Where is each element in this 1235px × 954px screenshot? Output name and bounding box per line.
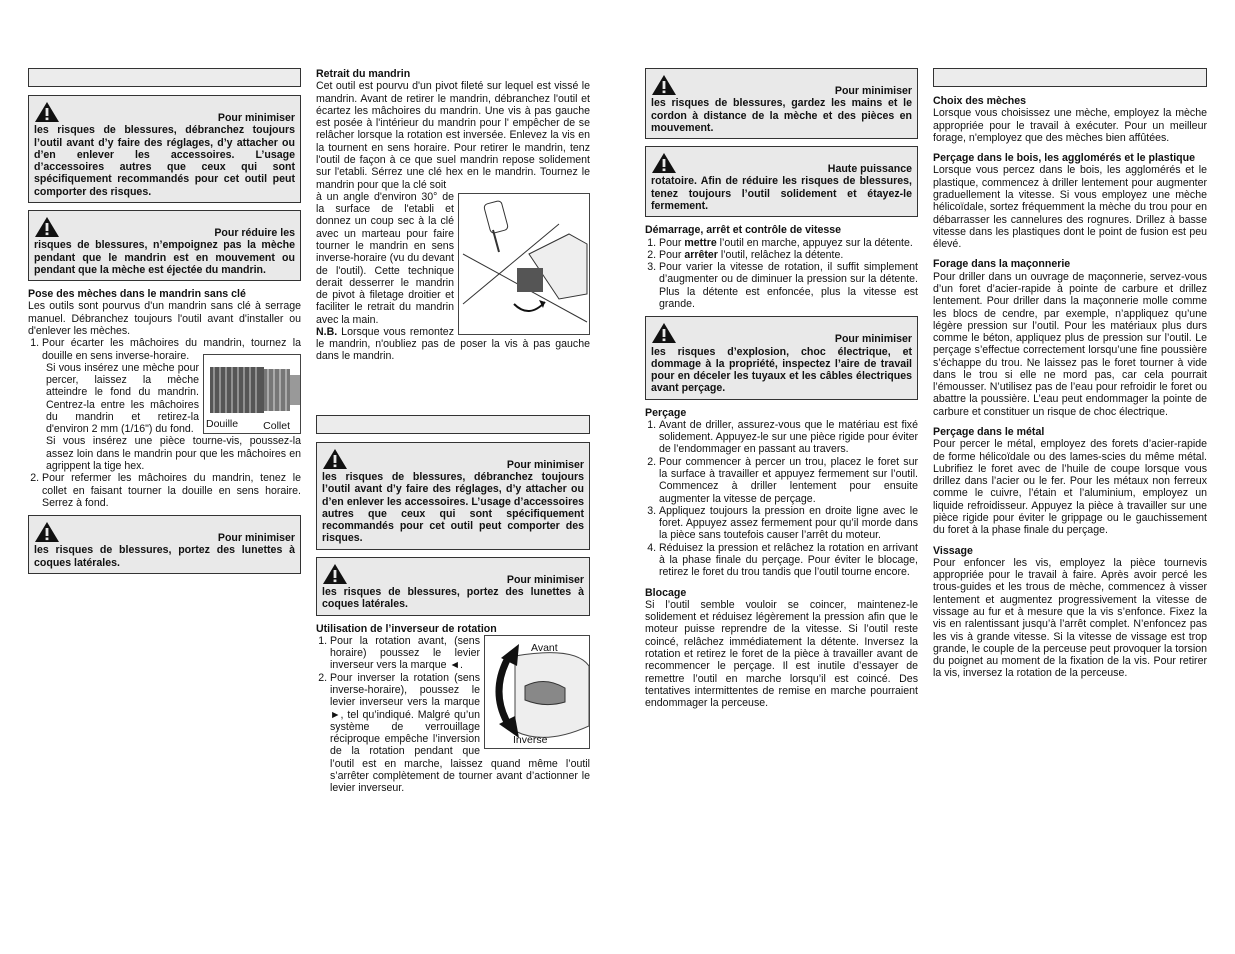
warning-triangle-icon xyxy=(322,448,348,470)
warning-body: les risques d’explosion, choc électrique, et dommage à la propriété, inspectez l’aire de travail pour en déceler les tuyaux et les câbles électriques avant perçage. xyxy=(651,345,912,395)
section-title: Démarrage, arrêt et contrôle de vitesse xyxy=(645,224,842,237)
section-title: Pose des mèches dans le mandrin sans clé xyxy=(28,288,246,301)
warning-lead: Pour minimiser xyxy=(506,458,584,471)
warning-lead: Haute puissance xyxy=(827,163,912,176)
list-item: 3. Pour varier la vitesse de rotation, il suffit simplement d’augmenter ou de diminuer la pression sur la détente. Plus la détente est enfoncée, plus la vitesse est grande. xyxy=(659,261,918,310)
paragraph: Pour percer le métal, employez des forets d’acier-rapide de forme hélicoïdale ou des lames-scies du même métal. Lubrifiez le foret avec de l’huile de coupe lorsque vous drillez dans l’acier ou le fer. Pour les métaux non ferreux comme le cuivre, l’étain et l’aluminium, employez un liquide refroidisseur. Appuyez la pièce à travailler sur une pièce rigide pour éviter le grippage ou le gauchissement du foret à la phase finale du perçage. xyxy=(933,438,1207,537)
figure-label: Douille xyxy=(206,418,239,431)
paragraph: Les outils sont pourvus d'un mandrin sans clé à serrage manuel. Débranchez toujours l'outil avant d'installer ou d'enlever les mèches. xyxy=(28,300,301,337)
warning-body: rotatoire. Afin de réduire les risques de blessures, tenez toujours l’outil solidement et étayez-le fermement. xyxy=(651,175,912,212)
warning-body: les risques de blessures, débranchez toujours l’outil avant d’y faire des réglages, d’y attacher ou d’en enlever les accessoires. L’usage d’accessoires autres que ceux qui sont spécifiquement recommandés pour cet outil peut comporter des risques. xyxy=(34,124,295,198)
warning-lead: Pour minimiser xyxy=(834,85,912,97)
list-item xyxy=(659,237,918,249)
warning-body: les risques de blessures, portez des lunettes à coques latérales. xyxy=(34,544,295,569)
warning-lead: Pour minimiser xyxy=(217,112,295,124)
warning-lead: Pour minimiser xyxy=(834,333,912,346)
warning-lead: Pour réduire les xyxy=(214,226,295,239)
warning-body: risques de blessures, n’empoignez pas la mèche pendant que le mandrin est en mouvement ou pendant que la mèche est éjectée du mandrin. xyxy=(34,239,295,276)
list-item: 1. Avant de driller, assurez-vous que le matériau est fixé solidement. Appuyez-le sur une pièce rigide pour éviter de l’endommager en passant au travers. xyxy=(659,419,918,456)
warning-box-glasses xyxy=(316,557,590,616)
column-4 xyxy=(933,68,1207,680)
warning-box-torque xyxy=(645,146,918,217)
step-text: Si vous insérez une mèche pour percer, laissez la mèche atteindre le fond du mandrin. Centrez-la entre les mâchoires du mandrin et retirez-la d'environ 2 mm (1/16") du fond. xyxy=(46,361,199,436)
list-item: 2. Pour commencer à percer un trou, placez le foret sur la surface à travailler et appuyez fermement sur l’outil. Commencez à driller lentement pour ensuite augmenter la vitesse de perçage. xyxy=(659,456,918,505)
paragraph: Lorsque vous percez dans le bois, les agglomérés et le plastique, commencez à driller lentement pour augmenter graduellement la vitesse. Si vous employez une mèche hélicoïdale, sortez fréquemment la mèche du trou pour en débarrasser les cannelures des rognures. Drillez à basse vitesse dans les plastiques dont le point de fusion est peu élevé. xyxy=(933,164,1207,251)
warning-body: les risques de blessures, débranchez toujours l’outil avant d’y faire des réglages, d’y attacher ou d’en enlever les accessoires. L’usage d’accessoires autres que ceux qui sont spécifiquement recommandés pour cet outil peut comporter des risques. xyxy=(322,471,584,545)
nb-text: Lorsque vous remontez le mandrin, n'oubliez pas de poser la vis à pas gauche dans le mandrin. xyxy=(316,325,590,363)
column-1 xyxy=(28,68,301,581)
nb-label: N.B. xyxy=(316,325,338,338)
chuck-figure xyxy=(203,354,301,434)
warning-triangle-icon xyxy=(322,563,348,585)
section-title: Retrait du mandrin xyxy=(316,68,411,80)
warning-lead: Pour minimiser xyxy=(506,573,584,586)
step-keyword: arrêter xyxy=(684,248,718,261)
warning-box-unplug xyxy=(28,95,301,203)
chuck-removal-figure xyxy=(458,193,590,335)
section-header-bar xyxy=(316,415,590,434)
step-keyword: mettre xyxy=(684,236,717,249)
section-title: Perçage xyxy=(645,406,687,419)
section-title: Vissage xyxy=(933,544,973,557)
list-item: 1. Pour la rotation avant, (sens horaire) poussez le levier inverseur vers la marque ◄. xyxy=(330,635,590,672)
section-title: Perçage dans le bois, les agglomérés et le plastique xyxy=(933,152,1196,165)
warning-triangle-icon xyxy=(34,101,60,123)
step-text: Pour écarter les mâchoires du mandrin, tournez la douille en sens inverse-horaire. xyxy=(42,337,301,362)
step-text: l’outil en marche, appuyez sur la détente. xyxy=(716,236,913,249)
reverser-figure xyxy=(484,635,590,749)
hammer-and-key-illustration xyxy=(459,194,589,334)
figure-label: Avant xyxy=(531,641,558,654)
warning-box-glasses xyxy=(28,515,301,574)
column-2 xyxy=(316,68,590,795)
warning-triangle-icon xyxy=(34,521,60,543)
step-text: Pour xyxy=(659,236,685,249)
paragraph: Lorsque vous choisissez une mèche, employez la mèche appropriée pour le travail à exécuter. Pour un meilleur forage, n'employez que des mèches bien affûtées. xyxy=(933,107,1207,144)
section-title: Blocage xyxy=(645,586,687,599)
warning-box-unplug xyxy=(316,442,590,550)
paragraph: Pour enfoncer les vis, employez la pièce tournevis appropriée pour le travail à faire. Après avoir percé les trous-guides et les trous de mèche, commencez à visser lentement et augmentez progressivement la vitesse de vissage au fur et à mesure que la vis s’enfonce. Fixez la vis en ralentissant jusqu’à l’arrêt complet. N’enfoncez pas les vis à grande vitesse. Si la vitesse de vissage est trop grande, le couple de la perceuse peut provoquer la torsion du poignet au moment de la fixation de la vis. Pour retirer la vis, inversez la rotation de la perceuse. xyxy=(933,556,1207,680)
warning-triangle-icon xyxy=(651,152,677,174)
paragraph: à un angle d'environ 30° de la surface de l'etabli et donnez un coup sec à la clé avec un marteau pour faire tourner le mandrin en sens inverse-horaire (vu du devant de l'outil). Cette technique derait desserrer le mandrin de pivot à filetage droitier et faciliter le retrait du mandrin avec la main. xyxy=(316,190,454,326)
section-header-bar xyxy=(28,68,301,87)
paragraph: Pour driller dans un ouvrage de maçonnerie, servez-vous d’un foret d’acier-rapide à pointe de carbure et drillez lentement. Pour driller dans la maçonnerie molle comme les blocs de cendre, par exemple, n’appliquez qu’une légère pression sur l’outil. Pour les matériaux plus durs comme le béton, appliquez plus de pression sur l’outil. Le perçage s’effectue correctement lorsqu’une fine poussière s’échappe du trou. Ne laissez pas le foret tourner à vide dans le trou si elle ne mord pas, car cela pourrait l’émousser. N’utilisez pas de l’eau pour refroidir le foret ou abattre la poussière. L’eau peut endommager la pointe de carbure et constituer un risque de choc électrique. xyxy=(933,270,1207,418)
step-text: Pour xyxy=(659,248,685,261)
paragraph: Cet outil est pourvu d'un pivot fileté sur lequel est vissé le mandrin. Avant de retirer le mandrin, débranchez l'outil et écartez les mâchoires du mandrin. Une vis à pas gauche est posée à l'intérieur du mandrin pour l' empêcher de se relâcher lorsque la rotation est inversée. Enlevez la vis en la tournent en sens horaire. Pour retirer le mandrin, tenz l'outil de façon à ce que suel mandrin repose solidement sur l'etabli. Sérrez une clé hex en le mandrin. Tournez le mandrin pour que la clé soit xyxy=(316,80,590,191)
section-title: Perçage dans le métal xyxy=(933,426,1045,439)
warning-triangle-icon xyxy=(651,74,677,96)
step-text: Si vous insérez une pièce tourne-vis, poussez-la assez loin dans le mandrin pour que les mâchoires en agrippent la tige hex. xyxy=(46,435,301,473)
warning-body: les risques de blessures, portez des lunettes à coques latérales. xyxy=(322,586,584,611)
paragraph: Si l’outil semble vouloir se coincer, maintenez-le solidement et réduisez légèrement la pression afin que le moteur puisse reprendre de la vitesse. Si l’outil reste coincé, relâchez immédiatement la détente. Inversez la rotation et retirez le foret de la pièce à travailler avant de recommencer le perçage. Il est inutile d’essayer de remettre l’outil en marche lorsqu’il est coincé. Des tentatives intermittentes de remise en marche pourraient endommager la perceuse. xyxy=(645,598,918,710)
warning-box-hands xyxy=(645,68,918,139)
warning-body: les risques de blessures, gardez les mains et le cordon à distance de la mèche et des pièces en mouvement. xyxy=(651,97,912,134)
list-item: 3. Appliquez toujours la pression en droite ligne avec le foret. Appuyez assez fermement pour qu’il morde dans la pièce sans toutefois causer l’arrêt du moteur. xyxy=(659,505,918,542)
warning-triangle-icon xyxy=(34,216,60,238)
section-header-bar xyxy=(933,68,1207,87)
list-item xyxy=(659,249,918,261)
section-title: Forage dans la maçonnerie xyxy=(933,258,1071,271)
step-text: l’outil, relâchez la détente. xyxy=(717,248,844,261)
section-title: Choix des mèches xyxy=(933,95,1027,107)
column-3 xyxy=(645,68,918,709)
warning-box-bit xyxy=(28,210,301,281)
warning-triangle-icon xyxy=(651,322,677,344)
section-title: Utilisation de l’inverseur de rotation xyxy=(316,622,497,635)
figure-label: Collet xyxy=(263,420,290,433)
list-item: 2. Pour refermer les mâchoires du mandrin, tenez le collet en faisant tourner la douille en sens horaire. Serrez à fond. xyxy=(42,472,301,509)
list-item xyxy=(42,337,301,472)
figure-label: Inverse xyxy=(513,733,548,746)
list-item: 4. Réduisez la pression et relâchez la rotation en arrivant à la phase finale du perçage. Pour éviter le blocage, retirez le foret du trou tandis que l’outil tourne encore. xyxy=(659,542,918,579)
list-item: 2. Pour inverser la rotation (sens inverse-horaire), poussez le levier inverseur vers la marque ►, tel qu’indiqué. Malgré qu’un système de verrouillage réciproque empêche l’inversion de la rotation pendant que l’outil est en marche, laissez quand même l’outil s’arrêter complètement de tourner avant d’actionner le levier inverseur. xyxy=(330,672,590,795)
warning-lead: Pour minimiser xyxy=(217,532,295,545)
warning-box-inspect xyxy=(645,316,918,399)
